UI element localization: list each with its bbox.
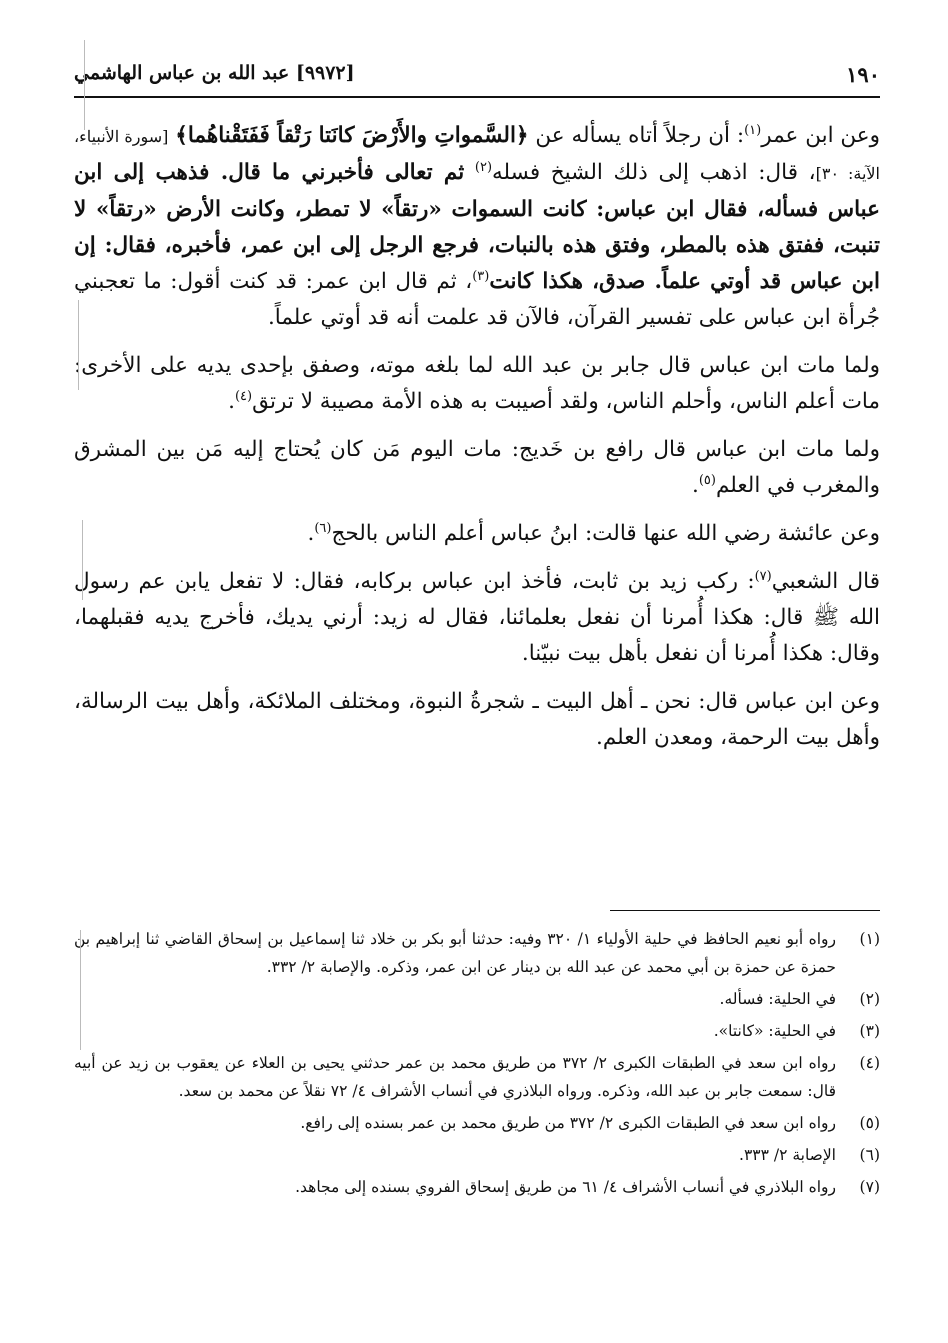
footnote-marker: (٥) bbox=[698, 472, 716, 488]
text: قال الشعبي bbox=[771, 569, 880, 594]
footnote-text: رواه ابن سعد في الطبقات الكبرى ٢/ ٣٧٢ من طريق محمد بن عمر بسنده إلى رافع. bbox=[300, 1114, 836, 1132]
footnote-marker: (١) bbox=[744, 122, 762, 138]
page-header bbox=[74, 58, 880, 98]
footnote bbox=[74, 1173, 880, 1201]
quran-verse: ﴿السَّمواتِ والأَرْضَ كانَتا رَتْقاً فَفَتَقْناهُما﴾ bbox=[175, 123, 529, 148]
scan-margin-line bbox=[78, 300, 79, 390]
footnote-number: (٧) bbox=[859, 1178, 880, 1196]
footnote-separator bbox=[610, 910, 880, 911]
footnote-number: (٣) bbox=[859, 1022, 880, 1040]
paragraph-shabi bbox=[74, 564, 880, 672]
footnote-text: رواه أبو نعيم الحافظ في حلية الأولياء ١/ ٣٢٠ وفيه: حدثنا أبو بكر بن خلاد ثنا إسماعيل بن إسحاق القاضي ثنا إبراهيم بن حمزة عن حمزة بن أبي محمد عن عبد الله بن دينار عن ابن عمر، وذكره. والإصابة ٢/ ٣٣٢. bbox=[74, 930, 837, 976]
footnote bbox=[74, 1017, 880, 1045]
text: وعن ابن عمر bbox=[761, 123, 880, 148]
text: ثم تعالى فأخبرني ما قال. فذهب إلى ابن عباس فسأله، فقال ابن عباس: كانت السموات «رتقاً» لا تمطر، وكانت الأرض «رتقاً» لا تنبت، ففتق هذه بالمطر، وفتق هذه بالنبات، فرجع الرجل إلى ابن عمر، فأخبره، فقال: إن ابن عباس قد أوتي علماً. صدق، هكذا كانت bbox=[74, 160, 880, 294]
main-text bbox=[74, 118, 880, 768]
footnote-number: (٥) bbox=[859, 1114, 880, 1132]
footnote bbox=[74, 1141, 880, 1169]
text: وعن عائشة رضي الله عنها قالت: ابنُ عباس أعلم الناس بالحج bbox=[331, 521, 880, 546]
scan-margin-line bbox=[82, 520, 83, 600]
text: . bbox=[692, 473, 699, 498]
footnote-number: (٢) bbox=[859, 990, 880, 1008]
text: ولما مات ابن عباس قال جابر بن عبد الله لما بلغه موته، وصفق بإحدى يديه على الأخرى: مات أعلم الناس، وأحلم الناس، ولقد أصيبت به هذه الأمة مصيبة لا ترتق bbox=[74, 353, 880, 414]
running-title: [٩٩٧٢] عبد الله بن عباس الهاشمي bbox=[74, 62, 355, 84]
text: : ركب زيد بن ثابت، فأخذ ابن عباس بركابه، فقال: لا تفعل يابن عم رسول الله ﷺ قال: هكذا أُمرنا أن نفعل بعلمائنا، فقال له زيد: أرني يديك، فأخرج يديه فقبلهما، وقال: هكذا أُمرنا أن نفعل بأهل بيت نبيّنا. bbox=[74, 569, 880, 666]
footnotes bbox=[74, 925, 880, 1205]
text: ، ثم قال ابن عمر: قد كنت أقول: ما تعجبني جُرأة ابن عباس على تفسير القرآن، فالآن قد علمت أنه قد أوتي علماً. bbox=[74, 269, 880, 330]
text: : أن رجلاً أتاه يسأله عن bbox=[535, 123, 745, 148]
footnote-text: الإصابة ٢/ ٣٣٣. bbox=[739, 1146, 836, 1164]
paragraph-jabir bbox=[74, 348, 880, 420]
paragraph-ibn-umar bbox=[74, 118, 880, 336]
footnote-marker: (٧) bbox=[754, 568, 772, 584]
footnote-text: رواه البلاذري في أنساب الأشراف ٤/ ٦١ من طريق إسحاق الفروي بسنده إلى مجاهد. bbox=[295, 1178, 836, 1196]
text: ولما مات ابن عباس قال رافع بن خَديج: مات اليوم مَن كان يُحتاج إليه مَن بين المشرق والمغرب في العلم bbox=[74, 437, 880, 498]
text: ، قال: اذهب إلى ذلك الشيخ فسله bbox=[492, 160, 816, 185]
header-rule bbox=[74, 96, 880, 98]
footnote-text: في الحلية: «كانتا». bbox=[713, 1022, 836, 1040]
footnote-marker: (٦) bbox=[314, 520, 332, 536]
text: . bbox=[228, 389, 235, 414]
verse-reference: [سورة الأنبياء، الآية: ٣٠] bbox=[74, 127, 880, 183]
footnote bbox=[74, 985, 880, 1013]
text: . bbox=[307, 521, 315, 546]
paragraph-aisha bbox=[74, 516, 880, 552]
scan-margin-line bbox=[84, 40, 85, 130]
paragraph-rafi bbox=[74, 432, 880, 504]
footnote-number: (٦) bbox=[859, 1146, 880, 1164]
footnote-number: (١) bbox=[859, 930, 880, 948]
scan-margin-line bbox=[80, 930, 81, 1050]
footnote-text: في الحلية: فسأله. bbox=[719, 990, 836, 1008]
footnote-marker: (٣) bbox=[472, 268, 490, 284]
footnote-text: رواه ابن سعد في الطبقات الكبرى ٢/ ٣٧٢ من طريق محمد بن عمر حدثني يحيى بن العلاء عن يعقوب بن زيد عن أبيه قال: سمعت جابر بن عبد الله، وذكره. ورواه البلاذري في أنساب الأشراف ٤/ ٧٢ نقلاً عن محمد بن سعد. bbox=[74, 1054, 836, 1100]
paragraph-ibn-abbas bbox=[74, 684, 880, 756]
page-number: ١٩٠ bbox=[846, 62, 880, 87]
footnote bbox=[74, 925, 880, 981]
footnote-number: (٤) bbox=[859, 1054, 880, 1072]
footnote-marker: (٢) bbox=[474, 159, 493, 175]
footnote bbox=[74, 1049, 880, 1105]
footnote bbox=[74, 1109, 880, 1137]
text: وعن ابن عباس قال: نحن ـ أهل البيت ـ شجرةُ النبوة، ومختلف الملائكة، وأهل بيت الرسالة، وأهل بيت الرحمة، ومعدن العلم. bbox=[74, 689, 880, 750]
footnote-marker: (٤) bbox=[234, 388, 253, 404]
